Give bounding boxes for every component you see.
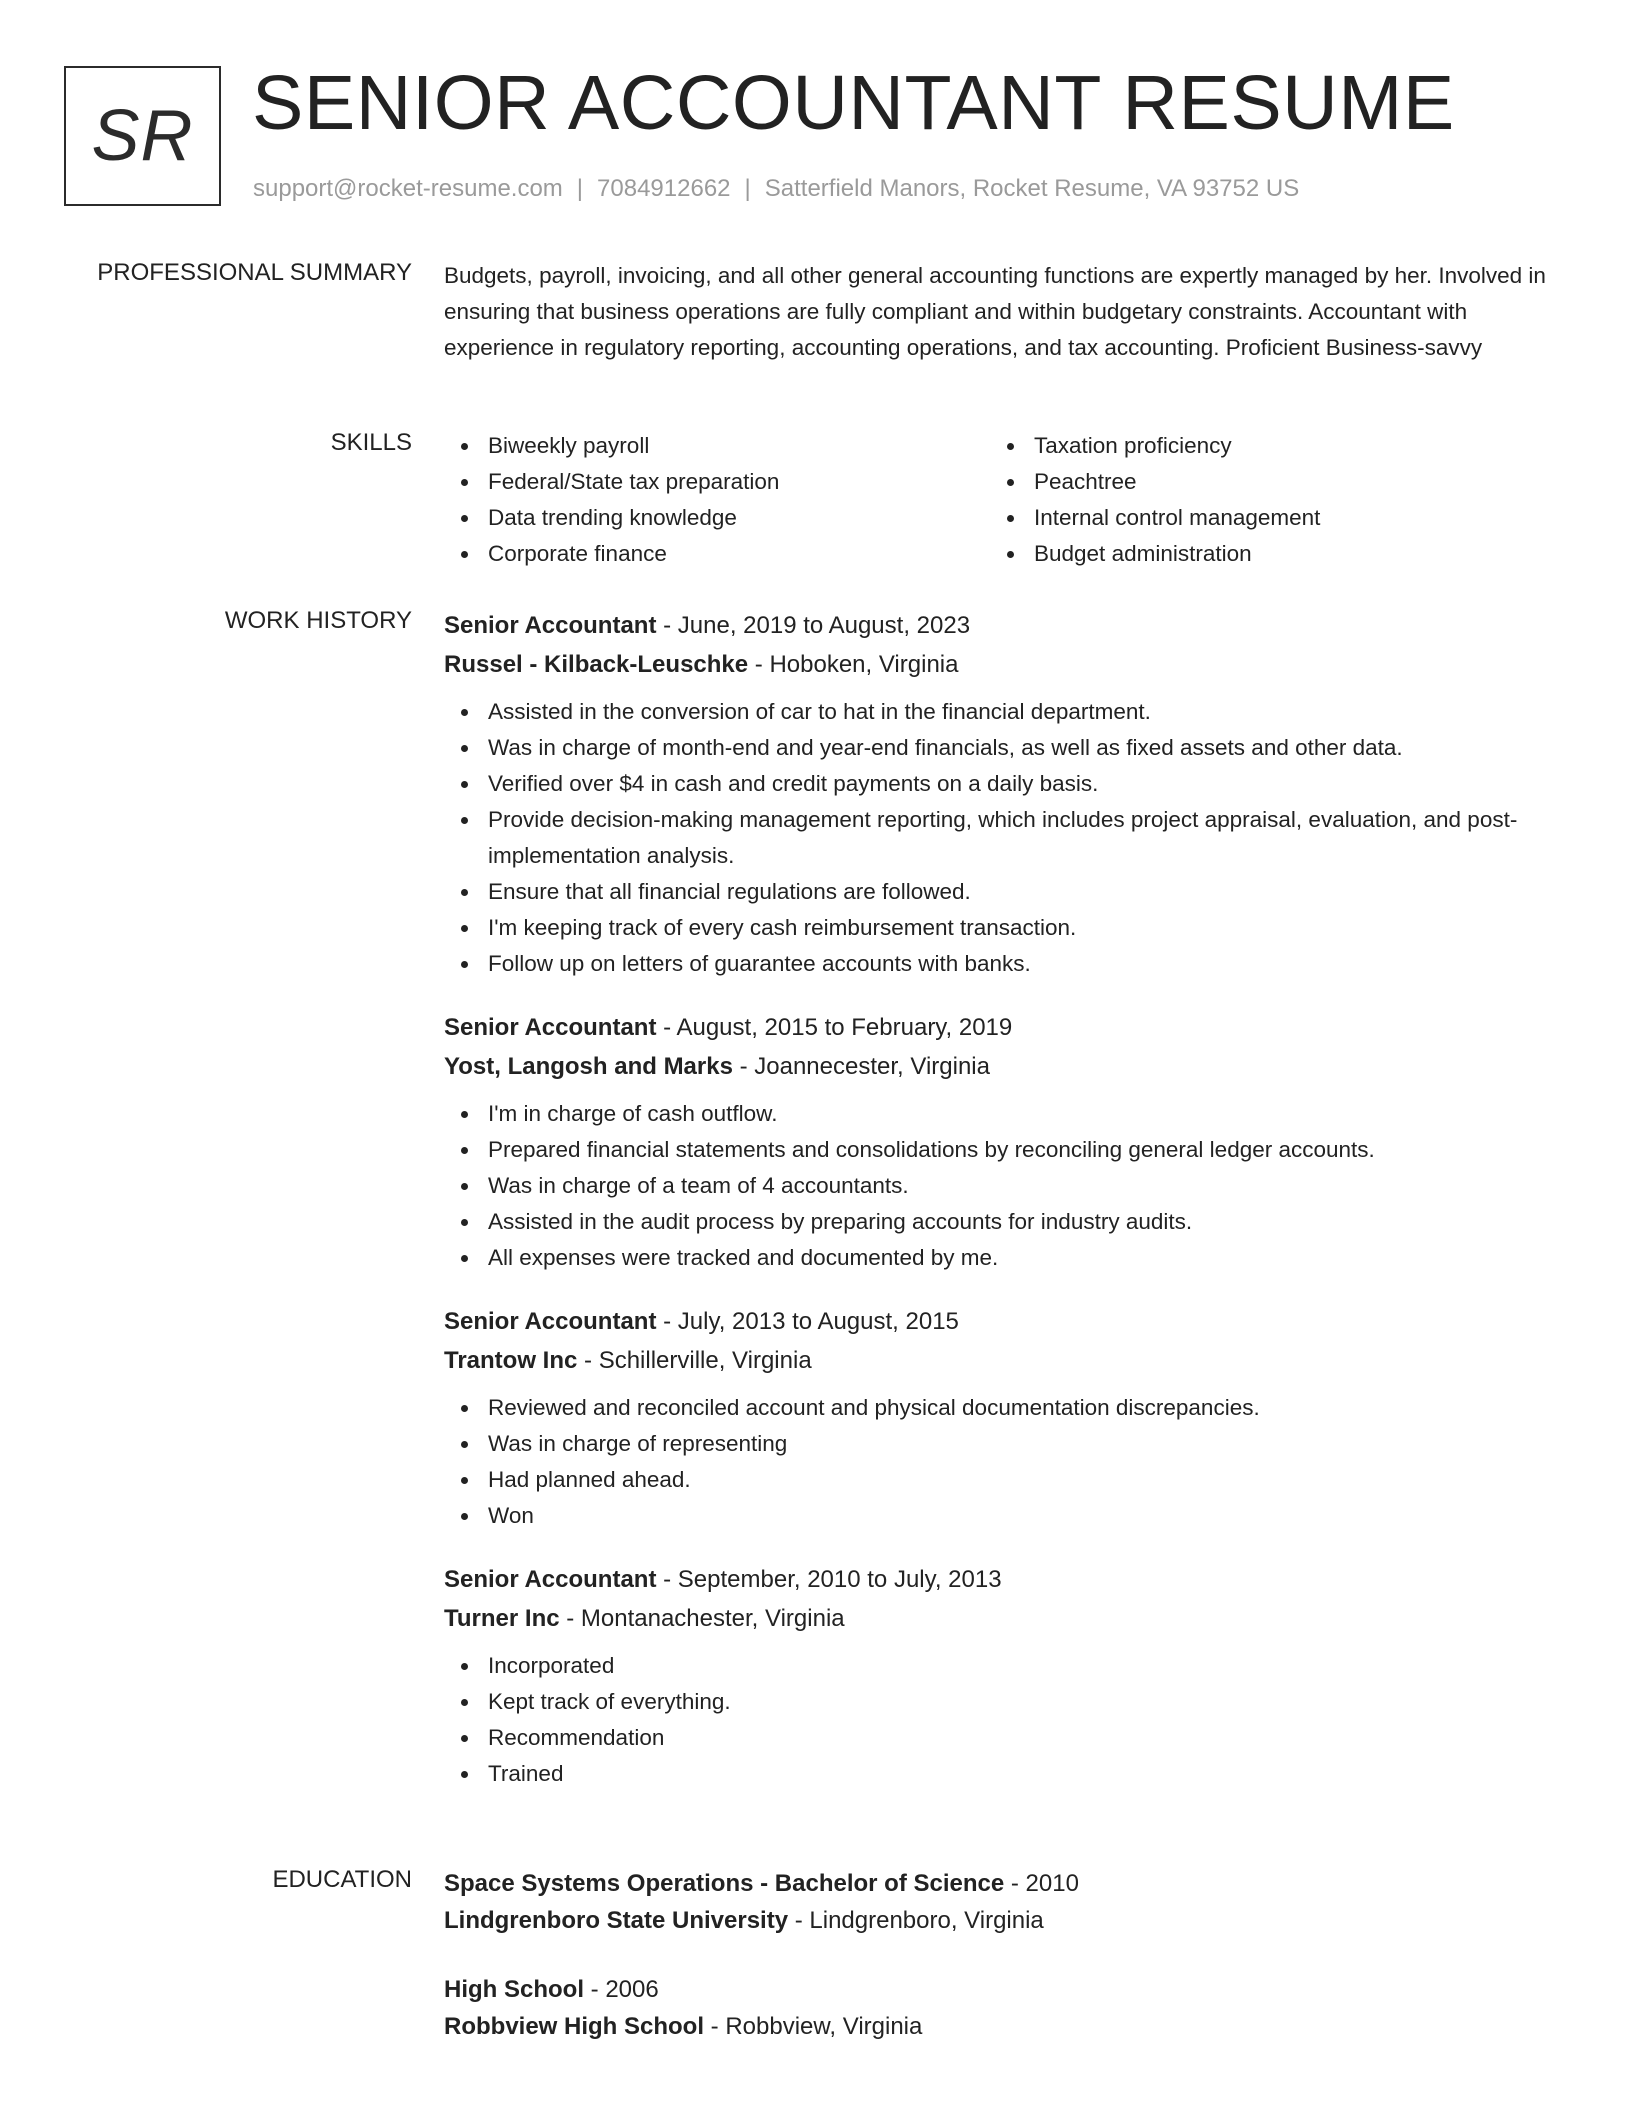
job-company-line: [444, 1599, 1564, 1638]
skills-column-left: [444, 428, 990, 572]
job-duties-list: [444, 1648, 1564, 1792]
job-duty-item: Ensure that all financial regulations are followed.: [444, 874, 1564, 910]
job-duties-list: [444, 1096, 1564, 1276]
job-title: Senior Accountant: [444, 1566, 657, 1593]
job-dates: - September, 2010 to July, 2013: [656, 1566, 1002, 1593]
work-history-body: [444, 606, 1564, 1818]
education-body: [444, 1865, 1564, 2077]
job-location: - Montanachester, Virginia: [559, 1605, 845, 1632]
job-duty-item: Was in charge of month-end and year-end financials, as well as fixed assets and other data.: [444, 730, 1564, 766]
summary-body: [444, 258, 1564, 366]
education-school: Lindgrenboro State University: [444, 1907, 789, 1934]
education-degree-line: [444, 1971, 1564, 2008]
job-duty-item: Provide decision-making management reporting, which includes project appraisal, evaluation, and post-implementation analysis.: [444, 802, 1564, 874]
job-duty-item: Reviewed and reconciled account and physical documentation discrepancies.: [444, 1390, 1564, 1426]
job-title-line: [444, 1560, 1564, 1599]
education-degree-line: [444, 1865, 1564, 1902]
education-school-line: [444, 2008, 1564, 2045]
job-duty-item: Prepared financial statements and consolidations by reconciling general ledger accounts.: [444, 1132, 1564, 1168]
job-title-line: [444, 1008, 1564, 1047]
education-location: - Lindgrenboro, Virginia: [788, 1907, 1044, 1934]
contact-phone[interactable]: 7084912662: [597, 175, 731, 202]
skill-item: Data trending knowledge: [444, 500, 990, 536]
summary-heading: PROFESSIONAL SUMMARY: [97, 259, 412, 286]
job-dates: - June, 2019 to August, 2023: [656, 612, 971, 639]
job-company-line: [444, 1047, 1564, 1086]
job-title-line: [444, 1302, 1564, 1341]
job-duties-list: [444, 1390, 1564, 1534]
skill-item: Federal/State tax preparation: [444, 464, 990, 500]
monogram-badge: [64, 66, 221, 206]
education-school-line: [444, 1902, 1564, 1939]
job-duty-item: All expenses were tracked and documented by me.: [444, 1240, 1564, 1276]
job-title: Senior Accountant: [444, 1014, 657, 1041]
skill-item: Corporate finance: [444, 536, 990, 572]
job-company: Turner Inc: [444, 1605, 560, 1632]
job-title: Senior Accountant: [444, 612, 657, 639]
skill-item: Taxation proficiency: [990, 428, 1536, 464]
job-duty-item: Verified over $4 in cash and credit payments on a daily basis.: [444, 766, 1564, 802]
job-company-line: [444, 1341, 1564, 1380]
education-entry: [444, 1971, 1564, 2045]
job-duty-item: I'm keeping track of every cash reimbursement transaction.: [444, 910, 1564, 946]
job-duty-item: Follow up on letters of guarantee accounts with banks.: [444, 946, 1564, 982]
skill-item: Biweekly payroll: [444, 428, 990, 464]
skill-item: Peachtree: [990, 464, 1536, 500]
job-entry: [444, 1008, 1564, 1276]
education-location: - Robbview, Virginia: [704, 2013, 923, 2040]
education-degree: High School: [444, 1976, 584, 2003]
job-duty-item: Recommendation: [444, 1720, 1564, 1756]
education-year: - 2010: [1004, 1870, 1079, 1897]
job-entry: [444, 606, 1564, 982]
education-heading: EDUCATION: [272, 1866, 412, 1893]
skill-item: Budget administration: [990, 536, 1536, 572]
job-location: - Joannecester, Virginia: [732, 1053, 990, 1080]
skill-item: Internal control management: [990, 500, 1536, 536]
contact-separator: |: [576, 175, 584, 202]
job-duty-item: Kept track of everything.: [444, 1684, 1564, 1720]
job-duty-item: I'm in charge of cash outflow.: [444, 1096, 1564, 1132]
job-location: - Schillerville, Virginia: [577, 1347, 812, 1374]
skills-grid: [444, 428, 1564, 572]
job-dates: - August, 2015 to February, 2019: [656, 1014, 1013, 1041]
job-duty-item: Trained: [444, 1756, 1564, 1792]
resume-title: SENIOR ACCOUNTANT RESUME: [252, 60, 1455, 146]
education-entry: [444, 1865, 1564, 1939]
job-duty-item: Assisted in the conversion of car to hat in the financial department.: [444, 694, 1564, 730]
education-degree: Space Systems Operations - Bachelor of Science: [444, 1870, 1005, 1897]
contact-separator: |: [744, 175, 751, 202]
contact-email[interactable]: support@rocket-resume.com: [253, 175, 563, 202]
job-duty-item: Assisted in the audit process by preparing accounts for industry audits.: [444, 1204, 1564, 1240]
work-history-heading: WORK HISTORY: [224, 607, 412, 634]
job-entry: [444, 1560, 1564, 1792]
job-duties-list: [444, 694, 1564, 982]
contact-address: Satterfield Manors, Rocket Resume, VA 93752 US: [764, 175, 1300, 202]
job-company: Yost, Langosh and Marks: [444, 1053, 733, 1080]
job-company-line: [444, 645, 1564, 684]
skills-column-right: [990, 428, 1536, 572]
job-location: - Hoboken, Virginia: [748, 651, 959, 678]
education-year: - 2006: [584, 1976, 659, 2003]
monogram-initials: SR: [91, 96, 194, 176]
job-duty-item: Had planned ahead.: [444, 1462, 1564, 1498]
job-duty-item: Was in charge of a team of 4 accountants.: [444, 1168, 1564, 1204]
job-duty-item: Won: [444, 1498, 1564, 1534]
contact-line: [253, 174, 1299, 204]
education-school: Robbview High School: [444, 2013, 705, 2040]
job-company: Russel - Kilback-Leuschke: [444, 651, 749, 678]
job-company: Trantow Inc: [444, 1347, 578, 1374]
job-duty-item: Incorporated: [444, 1648, 1564, 1684]
job-dates: - July, 2013 to August, 2015: [656, 1308, 959, 1335]
job-title: Senior Accountant: [444, 1308, 657, 1335]
summary-text: Budgets, payroll, invoicing, and all other general accounting functions are expertly managed by her. Involved in ensuring that business operations are fully compliant and within budgetary constraints. Accountant with experience in regulatory reporting, accounting operations, and tax accounting. Proficient Business-savvy: [444, 263, 1546, 360]
job-title-line: [444, 606, 1564, 645]
job-duty-item: Was in charge of representing: [444, 1426, 1564, 1462]
skills-heading: SKILLS: [330, 429, 412, 456]
skills-body: [444, 428, 1564, 572]
job-entry: [444, 1302, 1564, 1534]
